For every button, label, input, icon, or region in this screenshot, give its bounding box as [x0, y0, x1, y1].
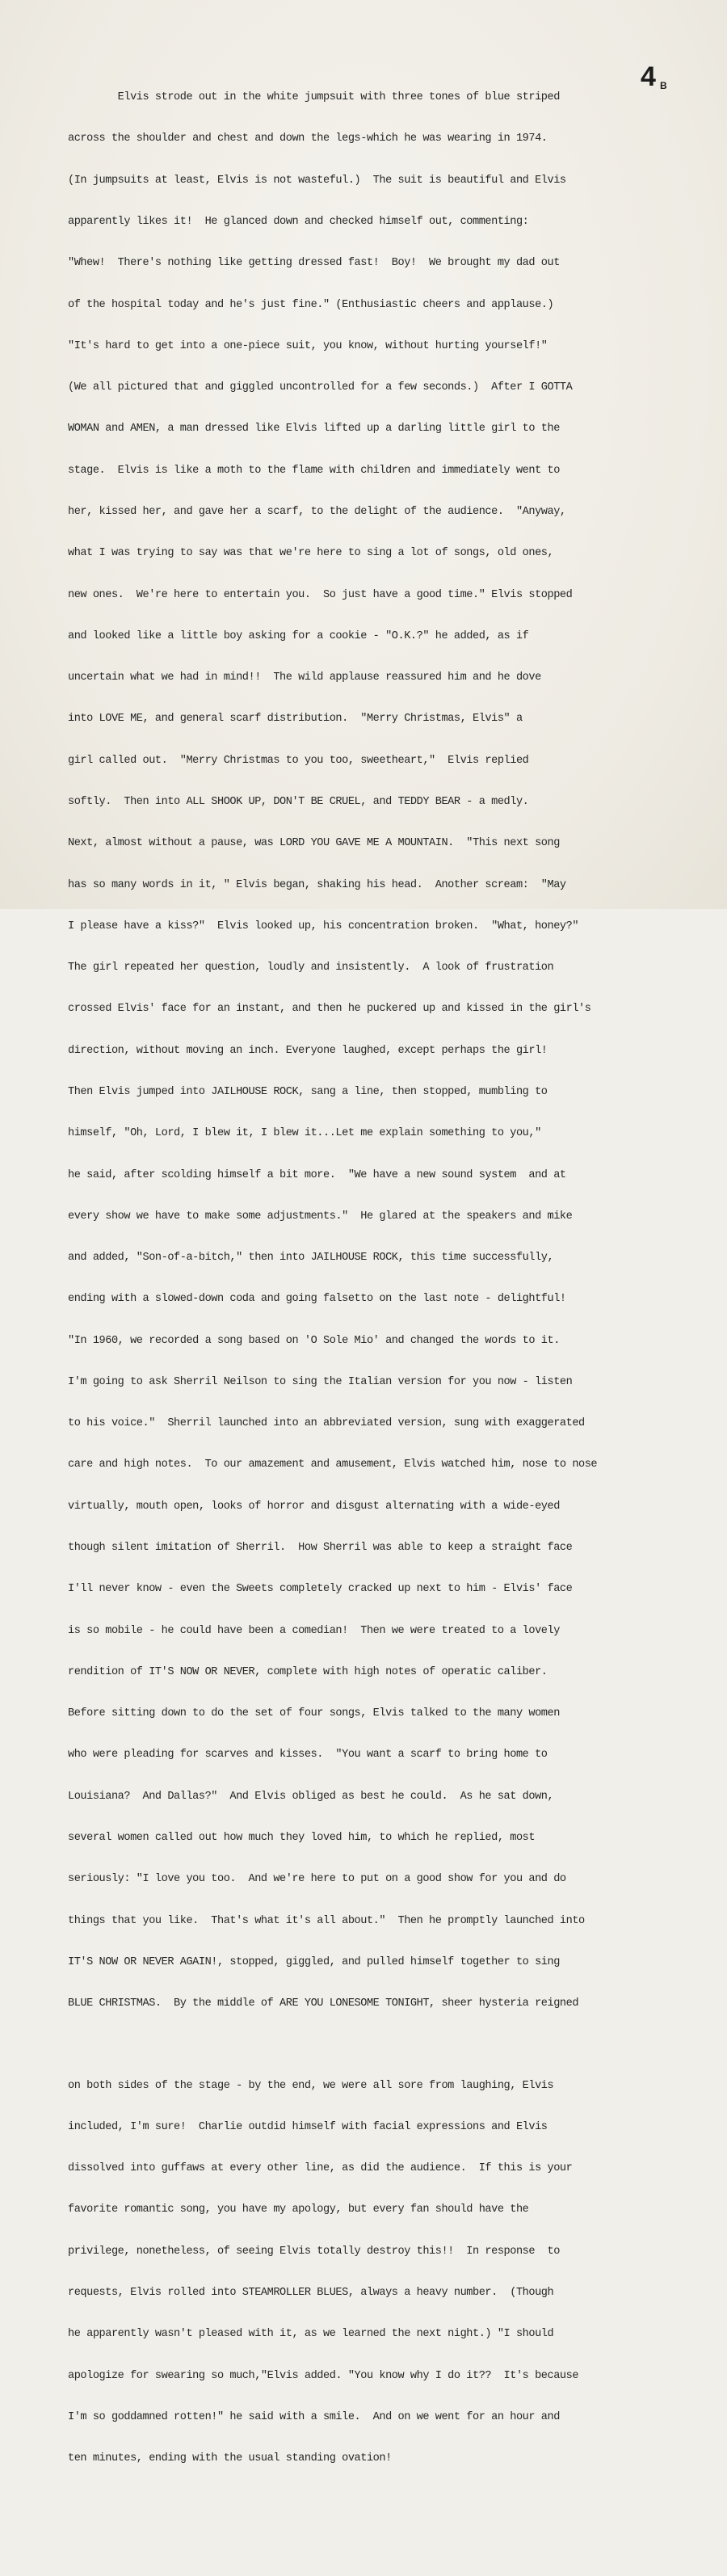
text-line: every show we have to make some adjustments." He glared at the speakers and mike	[68, 1210, 573, 1223]
text-line: things that you like. That's what it's all about." Then he promptly launched into	[68, 1914, 585, 1927]
text-line: to his voice." Sherril launched into an abbreviated version, sung with exaggerated	[68, 1417, 585, 1430]
text-line: has so many words in it, " Elvis began, shaking his head. Another scream: "May	[68, 878, 566, 891]
text-line: The girl repeated her question, loudly and insistently. A look of frustration	[68, 962, 554, 974]
text-line: of the hospital today and he's just fine." (Enthusiastic cheers and applause.)	[68, 298, 554, 311]
text-line: "Whew! There's nothing like getting dressed fast! Boy! We brought my dad out	[68, 257, 560, 270]
text-line: ten minutes, ending with the usual standing ovation!	[68, 2452, 392, 2465]
text-line: softly. Then into ALL SHOOK UP, DON'T BE CRUEL, and TEDDY BEAR - a medly.	[68, 795, 529, 808]
text-line: new ones. We're here to entertain you. So just have a good time." Elvis stopped	[68, 588, 573, 601]
text-line: though silent imitation of Sherril. How Sherril was able to keep a straight face	[68, 1542, 573, 1555]
text-line: apologize for swearing so much,"Elvis added. "You know why I do it?? It's because	[68, 2369, 579, 2382]
text-line: into LOVE ME, and general scarf distribution. "Merry Christmas, Elvis" a	[68, 713, 523, 726]
text-line: who were pleading for scarves and kisses. "You want a scarf to bring home to	[68, 1749, 548, 1762]
text-line: direction, without moving an inch. Everyone laughed, except perhaps the girl!	[68, 1044, 548, 1057]
text-line: BLUE CHRISTMAS. By the middle of ARE YOU LONESOME TONIGHT, sheer hysteria reigned	[68, 1997, 579, 2010]
text-line: he apparently wasn't pleased with it, as we learned the next night.) "I should	[68, 2328, 554, 2341]
text-line: stage. Elvis is like a moth to the flame with children and immediately went to	[68, 464, 560, 477]
text-line: he said, after scolding himself a bit more. "We have a new sound system and at	[68, 1168, 566, 1181]
text-line: and added, "Son-of-a-bitch," then into JAILHOUSE ROCK, this time successfully,	[68, 1252, 554, 1265]
text-line: her, kissed her, and gave her a scarf, to the delight of the audience. "Anyway,	[68, 506, 566, 518]
text-line: requests, Elvis rolled into STEAMROLLER BLUES, always a heavy number. (Though	[68, 2287, 554, 2299]
text-line: Next, almost without a pause, was LORD YOU GAVE ME A MOUNTAIN. "This next song	[68, 837, 560, 850]
text-line: I'll never know - even the Sweets completely cracked up next to him - Elvis' face	[68, 1583, 573, 1596]
text-line: "It's hard to get into a one-piece suit, you know, without hurting yourself!"	[68, 339, 548, 352]
text-line: uncertain what we had in mind!! The wild applause reassured him and he dove	[68, 671, 541, 684]
text-line: privilege, nonetheless, of seeing Elvis totally destroy this!! In response to	[68, 2245, 560, 2258]
text-line: what I was trying to say was that we're here to sing a lot of songs, old ones,	[68, 547, 554, 560]
text-line: favorite romantic song, you have my apology, but every fan should have the	[68, 2203, 529, 2216]
page-number-suffix: B	[660, 80, 667, 91]
text-line: crossed Elvis' face for an instant, and then he puckered up and kissed in the girl's	[68, 1003, 591, 1016]
text-line: girl called out. "Merry Christmas to you too, sweetheart," Elvis replied	[68, 754, 529, 767]
text-line	[68, 2535, 649, 2549]
text-line: seriously: "I love you too. And we're here to put on a good show for you and do	[68, 1873, 566, 1886]
text-line: (We all pictured that and giggled uncontrolled for a few seconds.) After I GOTTA	[68, 381, 573, 394]
text-line: dissolved into guffaws at every other line, as did the audience. If this is your	[68, 2162, 573, 2175]
text-line: Then Elvis jumped into JAILHOUSE ROCK, sang a line, then stopped, mumbling to	[68, 1085, 548, 1098]
text-line: (In jumpsuits at least, Elvis is not wasteful.) The suit is beautiful and Elvis	[68, 174, 566, 187]
text-line: care and high notes. To our amazement and amusement, Elvis watched him, nose to nose	[68, 1458, 598, 1471]
text-line: himself, "Oh, Lord, I blew it, I blew it...Let me explain something to you,"	[68, 1127, 541, 1140]
paragraph-gap	[68, 2038, 649, 2051]
text-line: ending with a slowed-down coda and going falsetto on the last note - delightful!	[68, 1293, 566, 1306]
text-line: Before sitting down to do the set of four songs, Elvis talked to the many women	[68, 1707, 560, 1720]
text-line: across the shoulder and chest and down the legs-which he was wearing in 1974.	[68, 133, 548, 145]
text-line: Louisiana? And Dallas?" And Elvis obliged as best he could. As he sat down,	[68, 1790, 554, 1803]
text-line: "In 1960, we recorded a song based on 'O Sole Mio' and changed the words to it.	[68, 1334, 560, 1347]
text-line: and looked like a little boy asking for a cookie - "O.K.?" he added, as if	[68, 629, 529, 642]
text-line: I please have a kiss?" Elvis looked up, his concentration broken. "What, honey?"	[68, 920, 579, 932]
text-line: I'm so goddamned rotten!" he said with a smile. And on we went for an hour and	[68, 2410, 560, 2423]
text-line: WOMAN and AMEN, a man dressed like Elvis lifted up a darling little girl to the	[68, 423, 560, 436]
text-line: is so mobile - he could have been a comedian! Then we were treated to a lovely	[68, 1624, 560, 1637]
text-line: apparently likes it! He glanced down and checked himself out, commenting:	[68, 216, 529, 229]
page-number: 4	[641, 61, 656, 92]
text-line: I'm going to ask Sherril Neilson to sing the Italian version for you now - listen	[68, 1375, 573, 1388]
text-line	[68, 2493, 649, 2507]
article-body	[68, 63, 649, 2576]
text-line: several women called out how much they loved him, to which he replied, most	[68, 1832, 536, 1844]
text-line: rendition of IT'S NOW OR NEVER, complete with high notes of operatic caliber.	[68, 1665, 548, 1678]
text-line: IT'S NOW OR NEVER AGAIN!, stopped, giggled, and pulled himself together to sing	[68, 1955, 560, 1968]
text-line: Elvis strode out in the white jumpsuit with three tones of blue striped	[68, 91, 560, 104]
text-line: included, I'm sure! Charlie outdid himself with facial expressions and Elvis	[68, 2120, 548, 2133]
text-line: virtually, mouth open, looks of horror and disgust alternating with a wide-eyed	[68, 1500, 560, 1513]
text-line: on both sides of the stage - by the end, we were all sore from laughing, Elvis	[68, 2079, 554, 2092]
